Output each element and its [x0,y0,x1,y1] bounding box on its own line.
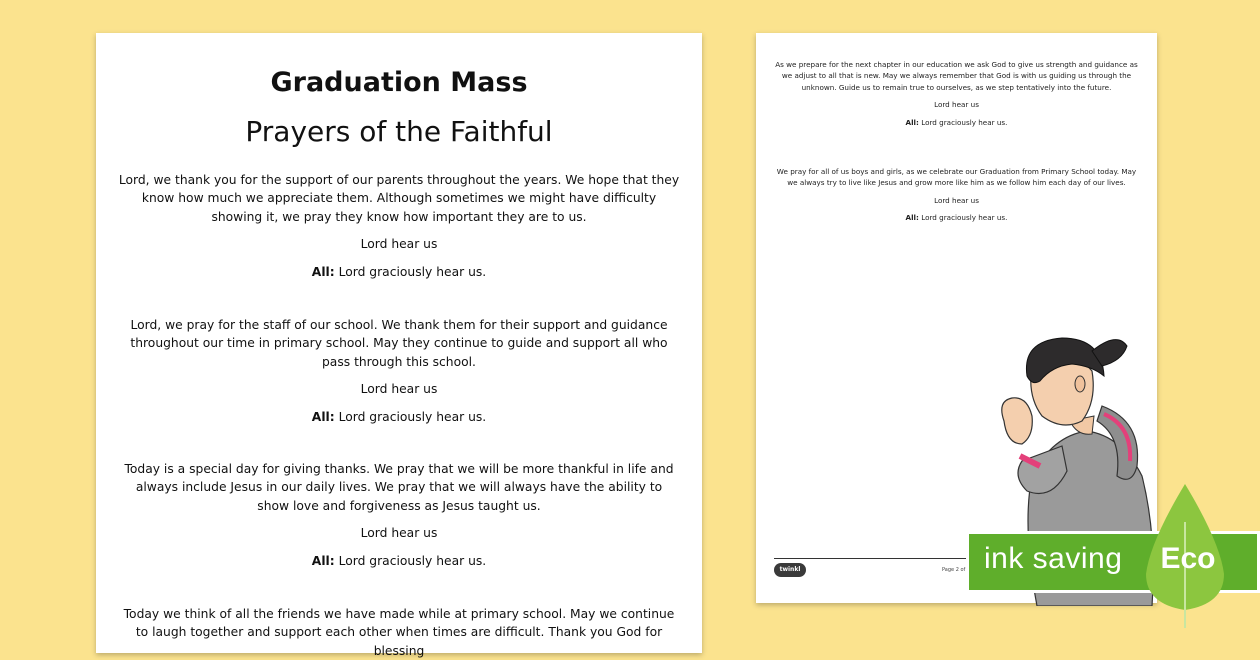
prayer-block [118,316,680,426]
twinkl-logo: twinkl [774,563,806,577]
page-number: Page 2 of [942,567,966,573]
all-response-text: Lord graciously hear us. [921,213,1008,223]
all-label: All: [905,117,919,127]
page-title: Graduation Mass [270,67,528,98]
all-label: All: [311,409,335,424]
all-response-text: Lord graciously hear us. [338,264,487,279]
prayer-text: Lord, we pray for the staff of our school. We thank them for their support and guidance throughout our time in primary school. May they continue to guide and support all who pass through this school. [130,318,668,369]
praying-hands [1002,398,1033,444]
all-response [774,117,1139,128]
all-label: All: [311,264,335,279]
all-response-text: Lord graciously hear us. [921,117,1008,127]
prayer-block [774,59,1139,128]
prayer-block [118,171,680,281]
prayer-text: Lord, we thank you for the support of our parents throughout the years. We hope that they know how much we appreciate them. Although sometimes we might have difficulty showing it, we pray they know how important they are to us. [118,173,680,224]
prayer-block [774,166,1139,224]
prayer-text: Today is a special day for giving thanks. We pray that we will be more thankful in life and always include Jesus in our daily lives. We pray that we will always have the ability to show love and forgiveness as Jesus taught us. [124,462,674,513]
page-subtitle: Prayers of the Faithful [245,115,553,148]
worksheet-page-1 [96,33,702,658]
eco-label: Eco [1160,542,1216,575]
prayer-block [118,460,680,570]
all-response-text: Lord graciously hear us. [338,553,487,568]
leader-response: Lord hear us [360,382,438,397]
leader-response: Lord hear us [360,237,438,252]
prayer-text: We pray for all of us boys and girls, as we celebrate our Graduation from Primary School today. May we always try to live like Jesus and grow more like him as we follow him each day of our lives. [776,167,1137,188]
all-label: All: [905,213,919,223]
leader-response: Lord hear us [360,526,438,541]
all-response [774,212,1139,223]
leader-response: Lord hear us [934,195,979,205]
all-response [118,552,680,570]
all-response-text: Lord graciously hear us. [338,409,487,424]
prayer-block [118,605,680,660]
all-response [118,408,680,426]
leader-response: Lord hear us [934,100,979,110]
prayer-text: Today we think of all the friends we have made while at primary school. May we continue to laugh together and support each other when times are difficult. Thank you God for blessing [123,607,675,658]
all-response [118,263,680,281]
prayer-text: As we prepare for the next chapter in our education we ask God to give us strength and guidance as we adjust to all that is new. May we always remember that God is with us guiding us through the unknown. Guide us to remain true to ourselves, as we step tentatively into the future. [775,60,1138,92]
ink-saving-label: ink saving [984,542,1123,575]
all-label: All: [311,553,335,568]
ear [1075,376,1085,392]
